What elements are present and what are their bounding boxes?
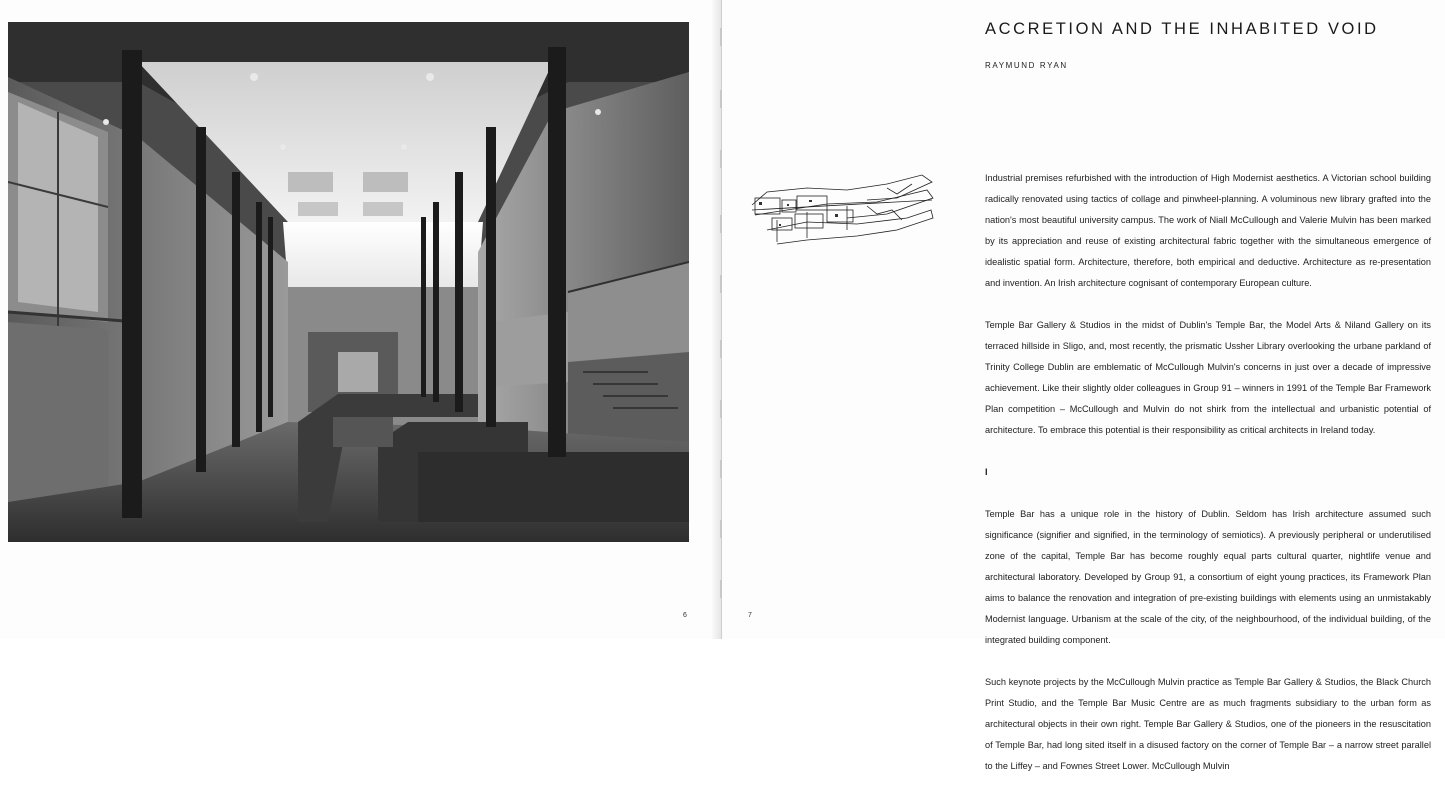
site-plan-sketch (747, 170, 937, 250)
gallery-atrium-image (8, 22, 689, 542)
paragraph: Temple Bar Gallery & Studios in the midst of Dublin's Temple Bar, the Model Arts & Niland Gallery on its terraced hillside in Sligo, and, most recently, the prismatic Ussher Library overlooking the urbane parkland of Trinity College Dublin are emblematic of McCullough Mulvin's concerns in just over a decade of impressive achievement. Like their slightly older colleagues in Group 91 – winners in 1991 of the Temple Bar Framework Plan competition – McCullough and Mulvin do not shirk from the intellectual and urbanistic potential of architecture. To embrace this potential is their responsibility as critical architects in Ireland today. (985, 320, 1431, 435)
article-author: RAYMUND RYAN (985, 61, 1068, 70)
paragraph: Such keynote projects by the McCullough Mulvin practice as Temple Bar Gallery & Studios, the Black Church Print Studio, and the Temple Bar Music Centre are as much fragments subsidiary to the urban form as architectural objects in their own right. Temple Bar Gallery & Studios, one of the pioneers in the resuscitation of Temple Bar, had long sited itself in a disused factory on the corner of Temple Bar – a narrow street parallel to the Liffey – and Fownes Street Lower. McCullough Mulvin (985, 677, 1431, 771)
paragraph: Industrial premises refurbished with the introduction of High Modernist aesthetics. A Victorian school building radically renovated using tactics of collage and pinwheel-planning. A voluminous new library grafted into the nation's most beautiful university campus. The work of Niall McCullough and Valerie Mulvin has been marked by its appreciation and reuse of existing architectural fabric together with the simultaneous emergence of idealistic spatial form. Architecture, therefore, both empirical and deductive. Architecture as re-presentation and invention. An Irish architecture cognisant of contemporary European culture. (985, 173, 1431, 288)
paragraph: Temple Bar has a unique role in the history of Dublin. Seldom has Irish architecture assumed such significance (signifier and signified, in the terminology of semiotics). A previously peripheral or underutilised zone of the capital, Temple Bar has become roughly equal parts cultural quarter, nightlife venue and architectural laboratory. Developed by Group 91, a consortium of eight young practices, its Framework Plan aims to balance the renovation and integration of pre-existing buildings with elements using an unmistakably Modernist language. Urbanism at the scale of the city, of the neighbourhood, of the individual building, of the integrated building component. (985, 509, 1431, 645)
left-page (0, 0, 720, 639)
page-number-right: 7 (748, 612, 752, 619)
page-number-left: 6 (683, 612, 687, 619)
article-title: ACCRETION AND THE INHABITED VOID (985, 20, 1379, 38)
article-body (985, 168, 1431, 798)
section-marker: I (985, 467, 988, 477)
interior-photograph (8, 22, 689, 542)
